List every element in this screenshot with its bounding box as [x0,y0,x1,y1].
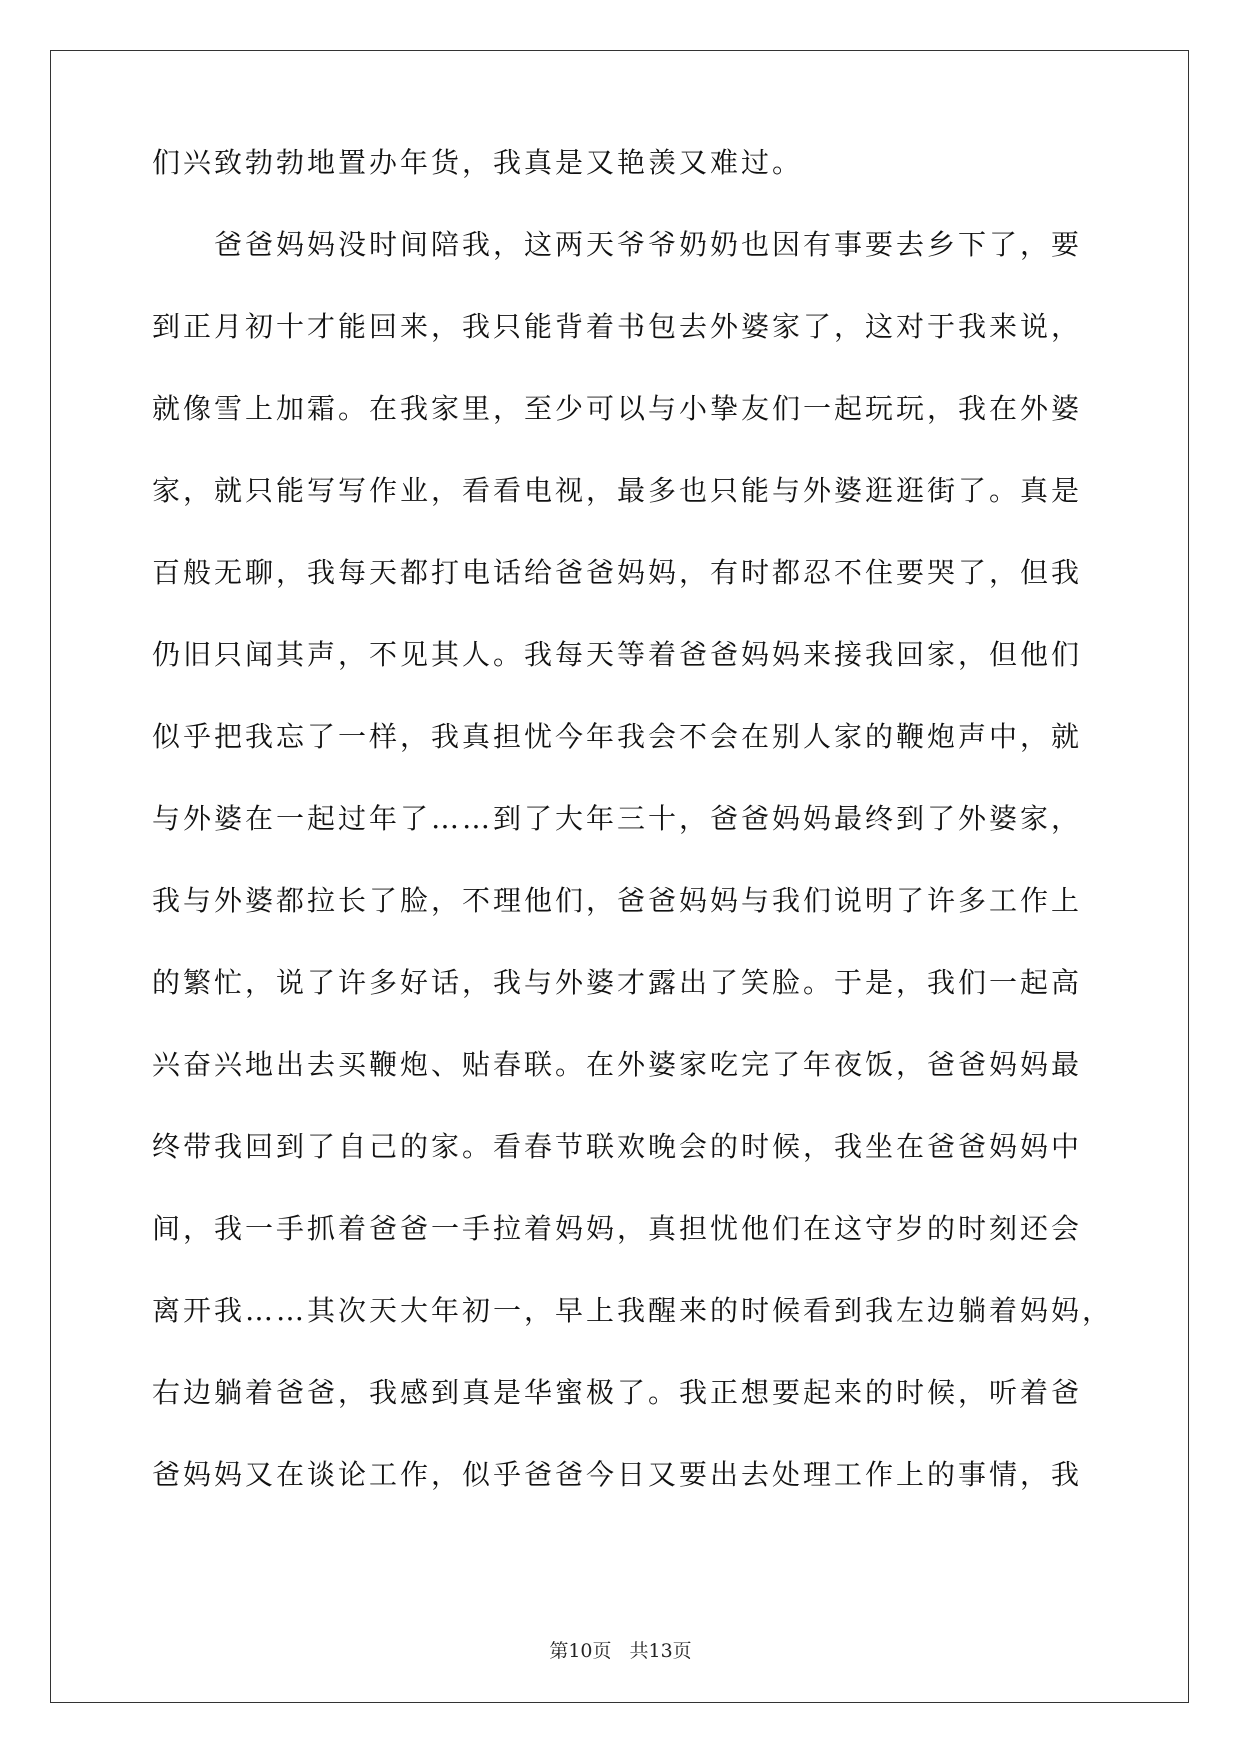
text-line: 终带我回到了自己的家。看春节联欢晚会的时候，我坐在爸爸妈妈中 [152,1130,1083,1163]
text-line: 间，我一手抓着爸爸一手拉着妈妈，真担忧他们在这守岁的时刻还会 [152,1212,1083,1245]
text-line: 百般无聊，我每天都打电话给爸爸妈妈，有时都忍不住要哭了，但我 [152,556,1083,589]
page-number: 第10页 [549,1640,612,1662]
text-line: 爸妈妈又在谈论工作，似乎爸爸今日又要出去处理工作上的事情，我 [152,1458,1083,1491]
text-line: 兴奋兴地出去买鞭炮、贴春联。在外婆家吃完了年夜饭，爸爸妈妈最 [152,1048,1083,1081]
text-line: 就像雪上加霜。在我家里，至少可以与小挚友们一起玩玩，我在外婆 [152,392,1083,425]
text-line: 我与外婆都拉长了脸，不理他们，爸爸妈妈与我们说明了许多工作上 [152,884,1083,917]
paragraph-first-line: 爸爸妈妈没时间陪我，这两天爷爷奶奶也因有事要去乡下了，要 [214,228,1083,261]
page-total: 共13页 [629,1640,692,1662]
text-line: 们兴致勃勃地置办年货，我真是又艳羡又难过。 [152,146,804,179]
text-line: 的繁忙，说了许多好话，我与外婆才露出了笑脸。于是，我们一起高 [152,966,1083,999]
document-body [152,146,1114,1557]
text-line: 离开我……其次天大年初一，早上我醒来的时候看到我左边躺着妈妈， [152,1294,1114,1327]
text-line: 家，就只能写写作业，看看电视，最多也只能与外婆逛逛街了。真是 [152,474,1083,507]
text-line: 与外婆在一起过年了……到了大年三十，爸爸妈妈最终到了外婆家， [152,802,1083,835]
page-footer [0,1636,1241,1663]
text-line: 到正月初十才能回来，我只能背着书包去外婆家了，这对于我来说， [152,310,1083,343]
text-line: 仍旧只闻其声，不见其人。我每天等着爸爸妈妈来接我回家，但他们 [152,638,1083,671]
text-line: 右边躺着爸爸，我感到真是华蜜极了。我正想要起来的时候，听着爸 [152,1376,1083,1409]
text-line: 似乎把我忘了一样，我真担忧今年我会不会在别人家的鞭炮声中，就 [152,720,1083,753]
